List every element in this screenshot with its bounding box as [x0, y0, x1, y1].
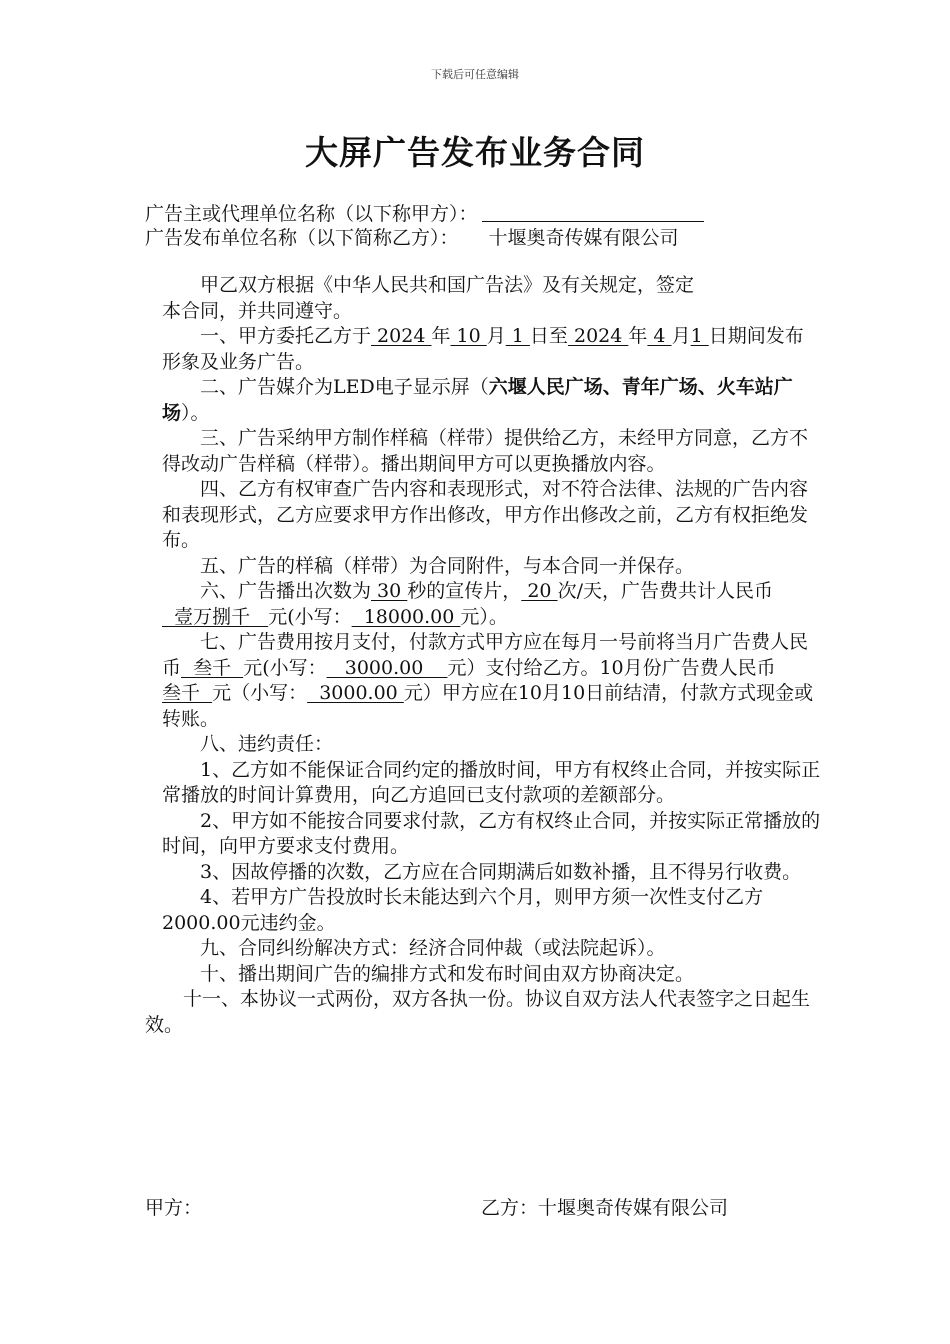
total-fee-number: 18000.00	[351, 605, 461, 628]
contract-title: 大屏广告发布业务合同	[305, 133, 645, 172]
intro-line-2: 本合同，并共同遵守。	[162, 299, 353, 322]
clause-1-text: 日期间发布形象及业务广告。	[162, 325, 804, 373]
clause-8-item-3: 3、因故停播的次数，乙方应在合同期满后如数补播，且不得另行收费。	[200, 860, 802, 883]
clause-8: 八、违约责任：	[200, 733, 334, 755]
clause-1-text: 日至	[529, 325, 568, 347]
clause-7-text: 元（小写：	[212, 682, 308, 704]
clause-8-item-2: 2、甲方如不能按合同要求付款，乙方有权终止合同，并按实际正常播放的时间，向甲方要求支付费用。	[162, 809, 821, 857]
clause-6	[162, 579, 822, 630]
monthly-fee-number: 3000.00	[326, 656, 448, 679]
clause-3: 三、广告采纳甲方制作样稿（样带）提供给乙方，未经甲方同意，乙方不得改动广告样稿（样带）。播出期间甲方可以更换播放内容。	[162, 427, 809, 475]
clause-7-text: 元(小写：	[243, 656, 327, 679]
october-fee-chinese: 叁千	[162, 682, 213, 704]
clause-10: 十、播出期间广告的编排方式和发布时间由双方协商决定。	[200, 962, 695, 985]
clause-1-text: 月	[486, 325, 506, 347]
clause-1-text: 年	[628, 325, 648, 347]
clause-4: 四、乙方有权审查广告内容和表现形式，对不符合法律、法规的广告内容和表现形式，乙方应要求甲方作出修改，甲方作出修改之前，乙方有权拒绝发布。	[162, 478, 809, 551]
clause-2-text: ）。	[181, 401, 210, 424]
clause-9: 九、合同纠纷解决方式：经济合同仲裁（或法院起诉）。	[200, 937, 666, 959]
clause-6-text: 元(小写：	[268, 605, 352, 628]
end-month: 4	[647, 325, 672, 347]
party-b-name: 十堰奥奇传媒有限公司	[488, 227, 679, 249]
top-note: 下载后可任意编辑	[431, 68, 519, 81]
party-a-blank	[482, 204, 704, 222]
party-b-label: 广告发布单位名称（以下简称乙方）：	[145, 227, 459, 249]
contract-body	[145, 273, 822, 1038]
october-fee-number: 3000.00	[307, 682, 404, 704]
ad-seconds: 30	[371, 580, 408, 602]
start-day: 1	[505, 325, 530, 347]
signature-party-b: 乙方：十堰奥奇传媒有限公司	[481, 1197, 729, 1219]
clause-6-text: 秒的宣传片，	[407, 580, 522, 602]
clause-8-item-1: 1、乙方如不能保证合同约定的播放时间，甲方有权终止合同，并按实际正常播放的时间计算费用，向乙方追回已支付款项的差额部分。	[162, 758, 821, 806]
clause-7-text: 元）甲方应在10月10日前结清，付款方式现金或转账。	[162, 682, 814, 730]
clause-5: 五、广告的样稿（样带）为合同附件，与本合同一并保存。	[200, 554, 695, 577]
end-year: 2024	[567, 325, 629, 347]
intro-line-1: 甲乙双方根据《中华人民共和国广告法》及有关规定，签定	[200, 274, 695, 296]
clause-6-text: 六、广告播出次数为	[200, 580, 372, 602]
clause-2-text: 二、广告媒介为LED电子显示屏（	[200, 376, 489, 398]
clause-11: 十一、本协议一式两份，双方各执一份。协议自双方法人代表签字之日起生效。	[145, 988, 811, 1036]
signature-party-a: 甲方：	[145, 1197, 203, 1219]
clause-7-text: 元）支付给乙方。10月份广告费人民币	[447, 656, 776, 679]
clause-6-text: 元）。	[460, 605, 508, 628]
clause-8-item-4: 4、若甲方广告投放时长未能达到六个月，则甲方须一次性支付乙方2000.00元违约金。	[162, 886, 764, 934]
clause-6-text: 次/天，广告费共计人民币	[557, 580, 773, 602]
clause-1-text: 月	[671, 325, 691, 347]
clause-7-text: 七、广告费用按月支付，付款方式甲方应在每月一号前将当月广告费人民币	[162, 631, 809, 679]
clause-1-text: 年	[431, 325, 451, 347]
start-year: 2024	[371, 325, 432, 347]
end-day: 1	[690, 325, 709, 347]
clause-7	[162, 630, 822, 732]
monthly-fee-chinese: 叁千	[181, 656, 244, 679]
party-a-line	[145, 202, 704, 226]
clause-2	[162, 375, 822, 426]
venue-list: 六堰人民广场、青年广场、火车站广场	[162, 376, 793, 424]
plays-per-day: 20	[521, 580, 558, 602]
start-month: 10	[450, 325, 487, 347]
clause-1-text: 一、甲方委托乙方于	[200, 325, 372, 347]
party-b-line	[145, 226, 679, 250]
total-fee-chinese: 壹万捌千	[162, 605, 269, 628]
clause-1	[162, 324, 822, 375]
party-a-label: 广告主或代理单位名称（以下称甲方）：	[145, 203, 478, 225]
